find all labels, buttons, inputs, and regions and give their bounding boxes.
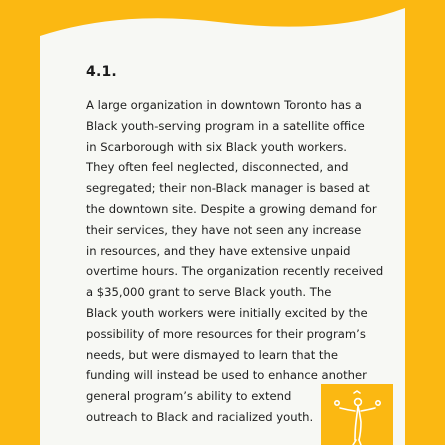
paragraph-line: in Scarborough with six Black youth workers.	[86, 139, 347, 154]
case-study-paragraph	[86, 95, 384, 428]
paragraph-line: a $35,000 grant to serve Black youth. The	[86, 285, 332, 300]
paragraph-line: in resources, and they have extensive unpaid	[86, 243, 351, 258]
illustration-tile	[321, 384, 393, 445]
paragraph-line: outreach to Black and racialized youth.	[86, 409, 314, 424]
paragraph-line: overtime hours. The organization recently received	[86, 264, 384, 279]
paragraph-line: general program’s ability to extend	[86, 389, 292, 404]
paragraph-line: Black youth workers were initially excited by the	[86, 305, 368, 320]
paragraph-line: needs, but were dismayed to learn that the	[86, 347, 338, 362]
section-number: 4.1.	[86, 64, 117, 80]
paragraph-line: the downtown site. Despite a growing demand for	[86, 201, 377, 216]
paragraph-line: their services, they have not seen any increase	[86, 222, 362, 237]
juggling-figure-icon	[321, 384, 393, 445]
paragraph-line: They often feel neglected, disconnected, and	[86, 160, 349, 175]
paragraph-line: possibility of more resources for their program’s	[86, 326, 366, 341]
paragraph-line: segregated; their non-Black manager is based at	[86, 181, 370, 196]
paragraph-line: funding will instead be used to enhance another	[86, 368, 367, 383]
paragraph-line: A large organization in downtown Toronto has a	[86, 98, 362, 112]
paragraph-line: Black youth-serving program in a satellite office	[86, 118, 365, 133]
